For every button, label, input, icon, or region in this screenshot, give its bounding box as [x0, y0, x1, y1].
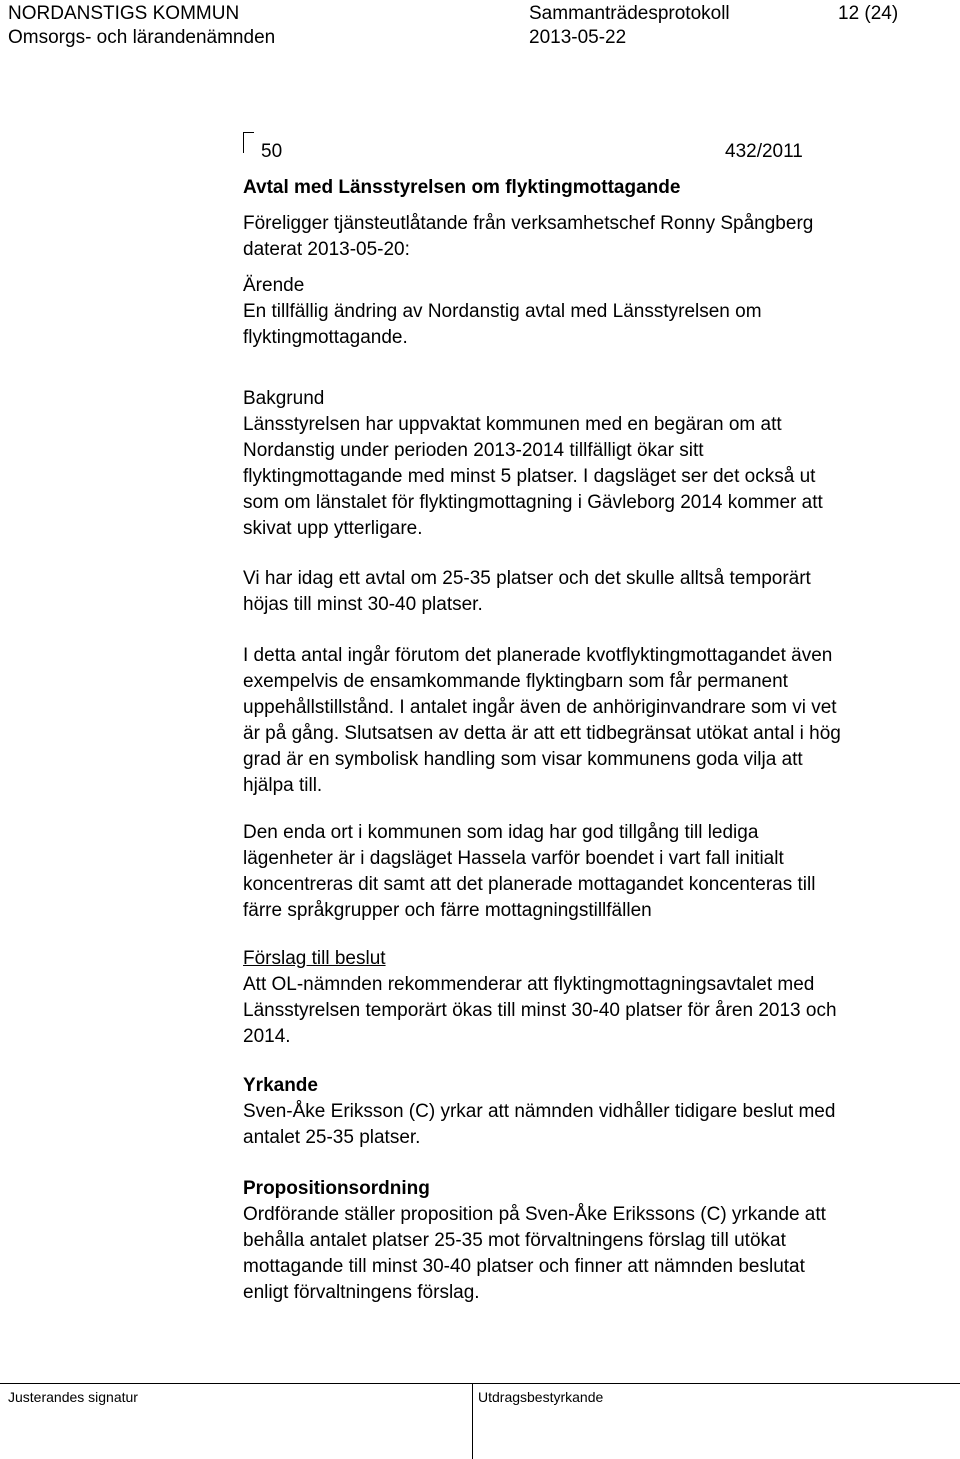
paragraph-marker — [243, 132, 254, 153]
text-line: skivat upp ytterligare. — [243, 518, 423, 539]
text-line: 2014. — [243, 1026, 291, 1047]
text-line: flyktingmottagande med minst 5 platser. I dagsläget ser det också ut — [243, 466, 816, 487]
meeting-date: 2013-05-22 — [529, 27, 627, 48]
document-type: Sammanträdesprotokoll — [529, 3, 730, 24]
signature-label: Justerandes signatur — [8, 1389, 138, 1405]
org-name: NORDANSTIGS KOMMUN — [8, 3, 240, 24]
text-line: grad är en symbolisk handling som visar kommunens goda vilja att — [243, 749, 803, 770]
text-line: exempelvis de ensamkommande flyktingbarn som får permanent — [243, 671, 788, 692]
yrkande-heading: Yrkande — [243, 1075, 318, 1096]
text-line: hjälpa till. — [243, 775, 323, 796]
text-line: Sven-Åke Eriksson (C) yrkar att nämnden vidhåller tidigare beslut med — [243, 1101, 836, 1122]
case-number: 432/2011 — [725, 141, 803, 162]
forslag-heading: Förslag till beslut — [243, 948, 386, 969]
extract-label: Utdragsbestyrkande — [478, 1389, 604, 1405]
text-line: Länsstyrelsen temporärt ökas till minst 30-40 platser för åren 2013 och — [243, 1000, 837, 1021]
text-line: daterat 2013-05-20: — [243, 239, 410, 260]
bakgrund-heading: Bakgrund — [243, 388, 325, 409]
text-line: enligt förvaltningens förslag. — [243, 1282, 480, 1303]
arende-heading: Ärende — [243, 275, 305, 296]
text-line: En tillfällig ändring av Nordanstig avtal med Länsstyrelsen om — [243, 301, 762, 322]
text-line: I detta antal ingår förutom det planerade kvotflyktingmottagandet även — [243, 645, 833, 666]
text-line: flyktingmottagande. — [243, 327, 408, 348]
text-line: mottagande till minst 30-40 platser och finner att nämnden beslutat — [243, 1256, 805, 1277]
text-line: som om länstalet för flyktingmottagning i Gävleborg 2014 kommer att — [243, 492, 823, 513]
text-line: Länsstyrelsen har uppvaktat kommunen med en begäran om att — [243, 414, 782, 435]
text-line: behålla antalet platser 25-35 mot förvaltningens förslag till utökat — [243, 1230, 786, 1251]
text-line: färre språkgrupper och färre mottagningstillfällen — [243, 900, 652, 921]
text-line: Nordanstig under perioden 2013-2014 tillfälligt ökar sitt — [243, 440, 704, 461]
text-line: höjas till minst 30-40 platser. — [243, 594, 483, 615]
footer-divider — [472, 1383, 473, 1459]
text-line: antalet 25-35 platser. — [243, 1127, 421, 1148]
text-line: Att OL-nämnden rekommenderar att flyktingmottagningsavtalet med — [243, 974, 815, 995]
footer-rule — [0, 1383, 960, 1384]
text-line: koncentreras dit samt att det planerade mottagandet koncenteras till — [243, 874, 816, 895]
text-line: Ordförande ställer proposition på Sven-Åke Erikssons (C) yrkande att — [243, 1204, 826, 1225]
text-line: lägenheter är i dagsläget Hassela varför boendet i vart fall initialt — [243, 848, 784, 869]
text-line: är på gång. Slutsatsen av detta är att ett tidbegränsat utökat antal i hög — [243, 723, 841, 744]
proposition-heading: Propositionsordning — [243, 1178, 430, 1199]
text-line: Vi har idag ett avtal om 25-35 platser och det skulle alltså temporärt — [243, 568, 811, 589]
board-name: Omsorgs- och lärandenämnden — [8, 27, 276, 48]
item-number: 50 — [261, 141, 283, 162]
text-line: uppehållstillstånd. I antalet ingår även de anhöriginvandrare som vi vet — [243, 697, 837, 718]
text-line: Den enda ort i kommunen som idag har god tillgång till lediga — [243, 822, 759, 843]
page-number: 12 (24) — [838, 3, 899, 24]
text-line: Föreligger tjänsteutlåtande från verksamhetschef Ronny Spångberg — [243, 213, 814, 234]
item-title: Avtal med Länsstyrelsen om flyktingmottagande — [243, 177, 681, 198]
